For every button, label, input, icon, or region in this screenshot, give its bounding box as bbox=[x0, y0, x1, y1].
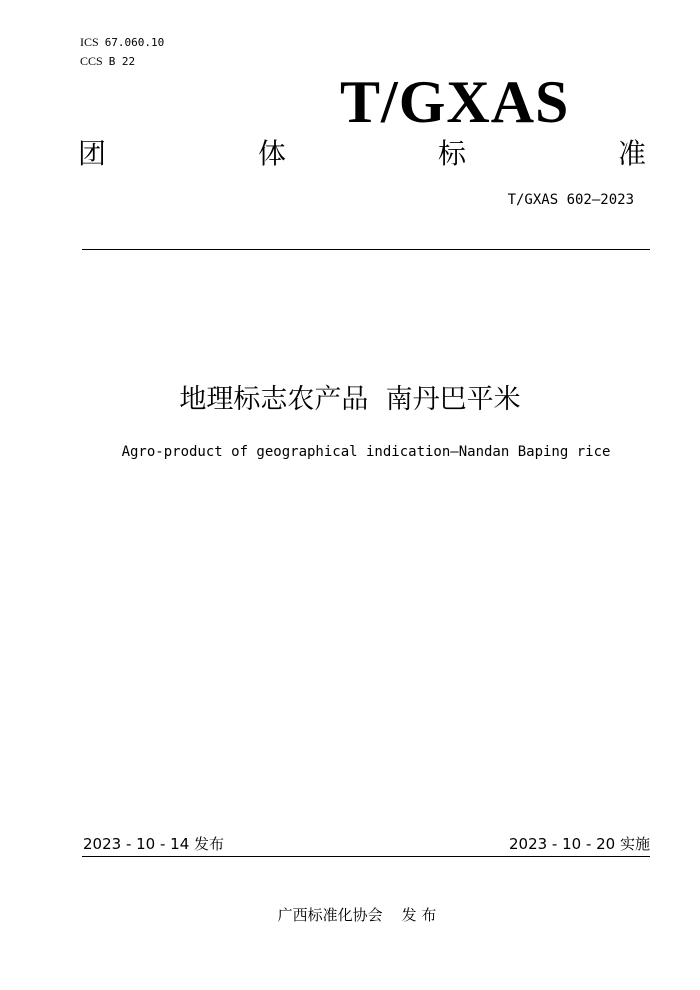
standard-type-char: 体 bbox=[257, 137, 286, 170]
publisher: 广西标准化协会 发 布 bbox=[277, 906, 437, 924]
standard-type bbox=[78, 134, 646, 174]
ccs-code bbox=[80, 52, 164, 71]
ccs-value: B 22 bbox=[108, 55, 136, 68]
document-title-chinese: 地理标志农产品 南丹巴平米 bbox=[179, 384, 521, 415]
issue-date: 2023 - 10 - 14 发布 bbox=[83, 835, 225, 853]
standard-logo: T/GXAS bbox=[340, 69, 570, 135]
standard-type-char: 准 bbox=[617, 137, 646, 170]
ccs-label: CCS bbox=[80, 54, 103, 68]
document-title-english: Agro-product of geographical indication—Nandan Baping rice bbox=[121, 444, 611, 460]
classification-codes bbox=[80, 33, 164, 71]
standard-type-char: 团 bbox=[78, 137, 107, 170]
ics-value: 67.060.10 bbox=[104, 36, 165, 49]
ics-label: ICS bbox=[80, 35, 99, 49]
standard-type-char: 标 bbox=[437, 137, 466, 170]
ics-code bbox=[80, 33, 164, 52]
standard-number: T/GXAS 602—2023 bbox=[507, 192, 634, 208]
top-divider bbox=[82, 249, 650, 250]
bottom-divider bbox=[82, 856, 650, 857]
implementation-date: 2023 - 10 - 20 实施 bbox=[508, 835, 650, 853]
